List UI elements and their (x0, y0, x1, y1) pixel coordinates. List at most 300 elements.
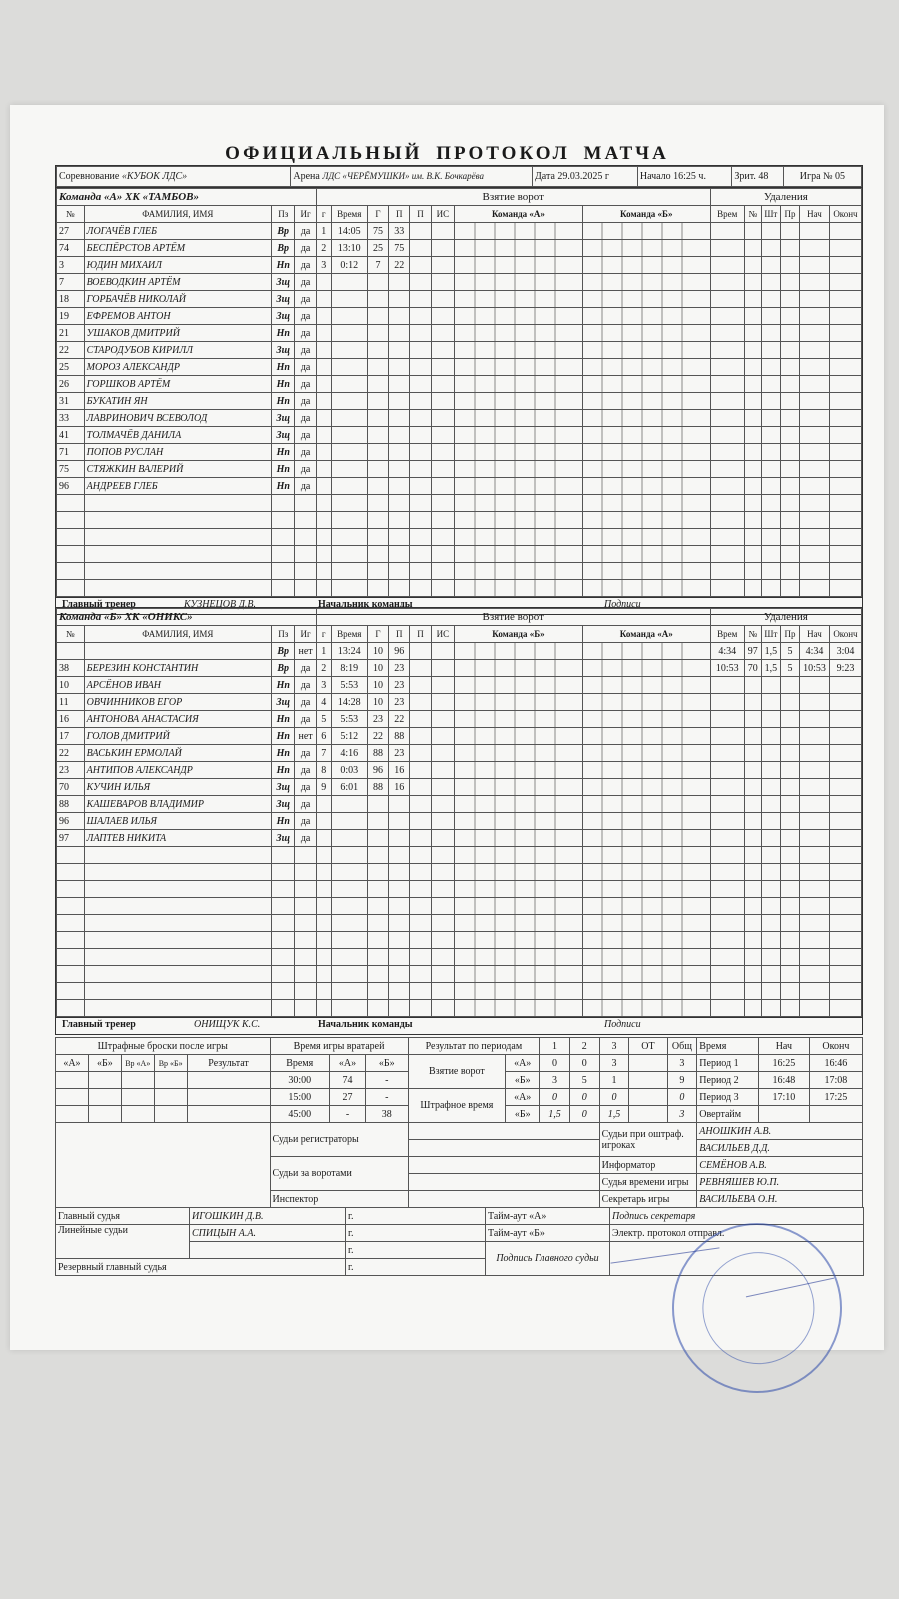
table-row (57, 660, 862, 677)
period-pim: 0 (569, 1106, 599, 1123)
city: г. (346, 1259, 486, 1276)
gk-b: 38 (366, 1106, 409, 1123)
period-end: 17:08 (809, 1072, 862, 1089)
penalty-minutes: 1,5 (761, 643, 780, 660)
goal-number: 7 (316, 745, 331, 762)
column-header: № (744, 626, 761, 643)
period-col: 3 (599, 1038, 629, 1055)
column-header: П (410, 626, 431, 643)
goal-time: 5:12 (331, 728, 367, 745)
period-pim: 1,5 (599, 1106, 629, 1123)
secretary-signature: Подпись секретаря (610, 1208, 864, 1225)
player-number (57, 643, 85, 660)
player-played: да (295, 393, 316, 410)
table-row (57, 932, 862, 949)
period-start (758, 1106, 809, 1123)
period-end: 17:25 (809, 1089, 862, 1106)
player-name: СТАРОДУБОВ КИРИЛЛ (84, 342, 271, 359)
gk-b: - (366, 1089, 409, 1106)
table-row (57, 711, 862, 728)
player-name: ВАСЬКИН ЕРМОЛАЙ (84, 745, 271, 762)
gk-b: - (366, 1072, 409, 1089)
city: г. (346, 1208, 486, 1225)
period-end: 16:46 (809, 1055, 862, 1072)
player-name: ЛАПТЕВ НИКИТА (84, 830, 271, 847)
penalty-player: 70 (744, 660, 761, 677)
column-header: Врем (710, 626, 744, 643)
chief-referee-label: Главный судья (56, 1208, 190, 1225)
start-time: Начало 16:25 ч. (637, 167, 732, 187)
period-goal: 0 (540, 1055, 570, 1072)
table-row (57, 529, 862, 546)
table-row (57, 898, 862, 915)
player-number: 70 (57, 779, 85, 796)
player-name: ТОЛМАЧЁВ ДАНИЛА (84, 427, 271, 444)
table-row (57, 643, 862, 660)
period-pim (629, 1089, 667, 1106)
player-number: 25 (57, 359, 85, 376)
goal-number: 4 (316, 694, 331, 711)
goal-number: 8 (316, 762, 331, 779)
table-row (57, 563, 862, 580)
period-col: 2 (569, 1038, 599, 1055)
column-header: Иг (295, 626, 316, 643)
secretary-label: Секретарь игры (599, 1191, 697, 1208)
protocol-sheet (10, 105, 884, 1350)
player-position: Зщ (272, 342, 295, 359)
player-number: 7 (57, 274, 85, 291)
team-b-coach-row (56, 1017, 862, 1034)
goal-scorer: 10 (367, 694, 388, 711)
goal-scorer: 88 (367, 745, 388, 762)
goal-assist: 88 (389, 728, 410, 745)
time-col: Нач (758, 1038, 809, 1055)
match-info (55, 165, 863, 188)
goal-number: 1 (316, 643, 331, 660)
table-row (57, 762, 862, 779)
table-row (57, 291, 862, 308)
goal-time: 13:24 (331, 643, 367, 660)
player-position: Нп (272, 325, 295, 342)
time-col: Оконч (809, 1038, 862, 1055)
table-row (57, 983, 862, 1000)
player-name: СТЯЖКИН ВАЛЕРИЙ (84, 461, 271, 478)
informer-label: Информатор (599, 1157, 697, 1174)
goal-number: 2 (316, 660, 331, 677)
goal-scorer: 22 (367, 728, 388, 745)
column-header: Команда «А» (582, 626, 710, 643)
penalty-time: 10:53 (710, 660, 744, 677)
penalty-judge-1: АНОШКИН А.В. (697, 1123, 863, 1140)
penalty-player: 97 (744, 643, 761, 660)
goal-time: 0:03 (331, 762, 367, 779)
goal-assist: 23 (389, 745, 410, 762)
player-number: 38 (57, 660, 85, 677)
player-number: 71 (57, 444, 85, 461)
period-goal: 3 (599, 1055, 629, 1072)
goal-scorer: 75 (367, 223, 388, 240)
column-header: Пз (272, 206, 295, 223)
gk-col: «Б» (366, 1055, 409, 1072)
shootout-col: Вр «А» (121, 1055, 154, 1072)
table-row (57, 864, 862, 881)
player-played: да (295, 677, 316, 694)
player-number: 97 (57, 830, 85, 847)
player-position: Нп (272, 762, 295, 779)
goal-number: 6 (316, 728, 331, 745)
table-row (57, 342, 862, 359)
table-row (57, 461, 862, 478)
player-played: да (295, 762, 316, 779)
penalty-end: 3:04 (829, 643, 861, 660)
goal-scorer: 10 (367, 660, 388, 677)
player-number: 33 (57, 410, 85, 427)
player-played: да (295, 223, 316, 240)
player-played: да (295, 427, 316, 444)
goal-assist: 22 (389, 257, 410, 274)
player-position: Нп (272, 813, 295, 830)
table-row (57, 580, 862, 597)
penalty-reason: 5 (780, 643, 799, 660)
goal-scorer: 10 (367, 677, 388, 694)
column-header: Пр (780, 626, 799, 643)
player-number: 16 (57, 711, 85, 728)
gk-a: - (329, 1106, 365, 1123)
player-name: ВОЕВОДКИН АРТЁМ (84, 274, 271, 291)
player-number: 10 (57, 677, 85, 694)
total-pim: 0 (667, 1089, 697, 1106)
player-position: Зщ (272, 410, 295, 427)
gk-col: «А» (329, 1055, 365, 1072)
period-pim (629, 1106, 667, 1123)
period-end (809, 1106, 862, 1123)
penalty-judges-label: Судьи при оштраф. игроках (599, 1123, 697, 1157)
table-row (57, 881, 862, 898)
city: г. (346, 1225, 486, 1242)
goal-scorer: 7 (367, 257, 388, 274)
electronic-protocol: Электр. протокол отправл. (610, 1225, 864, 1242)
column-header: г (316, 206, 331, 223)
goals-row-label: Взятие ворот (408, 1055, 506, 1089)
team-b-table (56, 608, 862, 1017)
table-row (57, 745, 862, 762)
column-header: Шт (761, 206, 780, 223)
period-pim: 0 (569, 1089, 599, 1106)
player-played: нет (295, 643, 316, 660)
player-name (84, 643, 271, 660)
table-row (57, 376, 862, 393)
player-played: да (295, 796, 316, 813)
table-row (57, 325, 862, 342)
period-goal: 0 (569, 1055, 599, 1072)
player-number: 22 (57, 342, 85, 359)
penalty-judge-2: ВАСИЛЬЕВ Д.Д. (697, 1140, 863, 1157)
period-result-label: Результат по периодам (408, 1038, 540, 1055)
player-position: Нп (272, 376, 295, 393)
player-name: ШАЛАЕВ ИЛЬЯ (84, 813, 271, 830)
column-header: № (57, 206, 85, 223)
gk-a: 74 (329, 1072, 365, 1089)
table-row (57, 495, 862, 512)
player-played: да (295, 711, 316, 728)
chief-signature: Подпись Главного судьи (486, 1242, 610, 1276)
goal-number: 1 (316, 223, 331, 240)
player-name: КУЧИН ИЛЬЯ (84, 779, 271, 796)
registrars-label: Судьи регистраторы (270, 1123, 408, 1157)
player-played: да (295, 359, 316, 376)
goal-time: 5:53 (331, 677, 367, 694)
goal-time: 13:10 (331, 240, 367, 257)
player-number: 26 (57, 376, 85, 393)
table-row (57, 444, 862, 461)
goal-assist: 22 (389, 711, 410, 728)
period-start: 16:48 (758, 1072, 809, 1089)
player-position: Вр (272, 643, 295, 660)
column-header: г (316, 626, 331, 643)
city: г. (346, 1242, 486, 1259)
goal-time: 6:01 (331, 779, 367, 796)
player-played: нет (295, 728, 316, 745)
table-row (57, 308, 862, 325)
player-name: КАШЕВАРОВ ВЛАДИМИР (84, 796, 271, 813)
player-name: ГОРШКОВ АРТЁМ (84, 376, 271, 393)
player-number: 11 (57, 694, 85, 711)
time-col: Время (697, 1038, 759, 1055)
team-b-section (55, 607, 863, 1035)
table-row (57, 779, 862, 796)
penalty-minutes: 1,5 (761, 660, 780, 677)
period-goal: 3 (540, 1072, 570, 1089)
player-name: АНТИПОВ АЛЕКСАНДР (84, 762, 271, 779)
period-pim: 1,5 (540, 1106, 570, 1123)
goal-number: 3 (316, 677, 331, 694)
team-a-section (55, 187, 863, 615)
player-number: 75 (57, 461, 85, 478)
column-header: ФАМИЛИЯ, ИМЯ (84, 206, 271, 223)
table-row (57, 677, 862, 694)
column-header: Команда «А» (455, 206, 583, 223)
team-a-table (56, 188, 862, 597)
shootout-label: Штрафные броски после игры (56, 1038, 271, 1055)
player-number: 74 (57, 240, 85, 257)
player-name: БЕСПЁРСТОВ АРТЁМ (84, 240, 271, 257)
column-header: Пз (272, 626, 295, 643)
column-header: Время (331, 626, 367, 643)
summary-table (55, 1037, 863, 1208)
player-position: Зщ (272, 830, 295, 847)
penalty-end: 9:23 (829, 660, 861, 677)
player-played: да (295, 660, 316, 677)
table-row (57, 223, 862, 240)
player-position: Нп (272, 478, 295, 495)
player-position: Нп (272, 257, 295, 274)
player-number: 18 (57, 291, 85, 308)
player-number: 17 (57, 728, 85, 745)
table-row (57, 830, 862, 847)
table-row (57, 410, 862, 427)
table-row (57, 427, 862, 444)
goal-assist: 16 (389, 779, 410, 796)
player-name: АРСЁНОВ ИВАН (84, 677, 271, 694)
goal-assist: 75 (389, 240, 410, 257)
player-number: 96 (57, 813, 85, 830)
player-number: 31 (57, 393, 85, 410)
gk-a: 27 (329, 1089, 365, 1106)
player-position: Зщ (272, 427, 295, 444)
player-name: УШАКОВ ДМИТРИЙ (84, 325, 271, 342)
match-date: Дата 29.03.2025 г (532, 167, 637, 187)
player-position: Зщ (272, 274, 295, 291)
goal-scorer: 23 (367, 711, 388, 728)
player-played: да (295, 444, 316, 461)
goal-scorer: 25 (367, 240, 388, 257)
table-row (57, 966, 862, 983)
chief-referee: ИГОШКИН Д.В. (190, 1208, 346, 1225)
shootout-col: Вр «Б» (154, 1055, 187, 1072)
goal-time: 14:05 (331, 223, 367, 240)
period-start: 16:25 (758, 1055, 809, 1072)
signatures-label: Подписи (604, 599, 641, 610)
period-col: ОТ (629, 1038, 667, 1055)
shootout-col: Результат (187, 1055, 270, 1072)
gk-time-label: Время игры вратарей (270, 1038, 408, 1055)
column-header: Оконч (829, 206, 861, 223)
informer: СЕМЁНОВ А.В. (697, 1157, 863, 1174)
gk-time: 15:00 (270, 1089, 329, 1106)
column-header: ИС (431, 626, 454, 643)
signatures-label: Подписи (604, 1019, 641, 1030)
gk-time: 30:00 (270, 1072, 329, 1089)
reserve-referee-label: Резервный главный судья (56, 1259, 346, 1276)
player-played: да (295, 342, 316, 359)
player-position: Нп (272, 728, 295, 745)
goal-time: 8:19 (331, 660, 367, 677)
team-label: «Б» (506, 1106, 540, 1123)
table-row (57, 915, 862, 932)
goal-time: 0:12 (331, 257, 367, 274)
player-played: да (295, 274, 316, 291)
player-name: БЕРЕЗИН КОНСТАНТИН (84, 660, 271, 677)
goal-number: 2 (316, 240, 331, 257)
player-name: ЛАВРИНОВИЧ ВСЕВОЛОД (84, 410, 271, 427)
table-row (57, 359, 862, 376)
period-goal (629, 1072, 667, 1089)
player-position: Зщ (272, 291, 295, 308)
player-number: 88 (57, 796, 85, 813)
gk-time: 45:00 (270, 1106, 329, 1123)
goal-number: 5 (316, 711, 331, 728)
table-row (57, 512, 862, 529)
table-row (57, 546, 862, 563)
goal-scorer: 88 (367, 779, 388, 796)
goals-section-label: Взятие ворот (316, 609, 710, 626)
table-row (57, 796, 862, 813)
competition: Соревнование «КУБОК ЛДС» (57, 167, 291, 187)
period-name: Овертайм (697, 1106, 759, 1123)
player-position: Зщ (272, 796, 295, 813)
player-name: ОВЧИННИКОВ ЕГОР (84, 694, 271, 711)
penalty-start: 10:53 (800, 660, 830, 677)
column-header: Г (367, 626, 388, 643)
player-name: ЮДИН МИХАИЛ (84, 257, 271, 274)
player-position: Нп (272, 444, 295, 461)
team-a-head-coach: КУЗНЕЦОВ Д.В. (184, 599, 257, 610)
player-position: Вр (272, 660, 295, 677)
goal-time: 5:53 (331, 711, 367, 728)
player-number: 22 (57, 745, 85, 762)
team-header: Команда «Б» ХК «ОНИКС» (57, 609, 317, 626)
player-name: БУКАТИН ЯН (84, 393, 271, 410)
table-row (57, 949, 862, 966)
team-chief-label: Начальник команды (318, 599, 413, 610)
player-played: да (295, 240, 316, 257)
timekeeper: РЕВНЯШЕВ Ю.П. (697, 1174, 863, 1191)
player-name: АНДРЕЕВ ГЛЕБ (84, 478, 271, 495)
linesmen-label: Линейные судьи (56, 1225, 190, 1259)
table-row (57, 813, 862, 830)
player-position: Нп (272, 677, 295, 694)
player-name: ЛОГАЧЁВ ГЛЕБ (84, 223, 271, 240)
penalty-reason: 5 (780, 660, 799, 677)
player-number: 21 (57, 325, 85, 342)
timeout-b: Тайм-аут «Б» (486, 1225, 610, 1242)
total-goal: 3 (667, 1055, 697, 1072)
column-header: П (410, 206, 431, 223)
column-header: Шт (761, 626, 780, 643)
player-played: да (295, 325, 316, 342)
player-played: да (295, 478, 316, 495)
player-played: да (295, 694, 316, 711)
player-name: МОРОЗ АЛЕКСАНДР (84, 359, 271, 376)
player-played: да (295, 745, 316, 762)
team-header: Команда «А» ХК «ТАМБОВ» (57, 189, 317, 206)
shootout-col: «А» (56, 1055, 89, 1072)
goal-number: 3 (316, 257, 331, 274)
period-goal: 1 (599, 1072, 629, 1089)
game-number: Игра № 05 (783, 167, 861, 187)
period-name: Период 2 (697, 1072, 759, 1089)
column-header: Нач (800, 626, 830, 643)
column-header: Иг (295, 206, 316, 223)
column-header: П (389, 206, 410, 223)
player-name: ПОПОВ РУСЛАН (84, 444, 271, 461)
goal-scorer: 10 (367, 643, 388, 660)
period-start: 17:10 (758, 1089, 809, 1106)
penalties-section-label: Удаления (710, 189, 861, 206)
player-number: 23 (57, 762, 85, 779)
player-played: да (295, 291, 316, 308)
penalty-time: 4:34 (710, 643, 744, 660)
total-goal: 9 (667, 1072, 697, 1089)
timeout-a: Тайм-аут «А» (486, 1208, 610, 1225)
goal-scorer: 96 (367, 762, 388, 779)
gk-col: Время (270, 1055, 329, 1072)
column-header: Врем (710, 206, 744, 223)
player-position: Нп (272, 461, 295, 478)
column-header: П (389, 626, 410, 643)
player-position: Нп (272, 359, 295, 376)
player-played: да (295, 376, 316, 393)
player-name: АНТОНОВА АНАСТАСИЯ (84, 711, 271, 728)
goal-time: 4:16 (331, 745, 367, 762)
period-pim: 0 (599, 1089, 629, 1106)
team-chief-label: Начальник команды (318, 1019, 413, 1030)
player-played: да (295, 308, 316, 325)
team-label: «А» (506, 1089, 540, 1106)
player-name: ГОРБАЧЁВ НИКОЛАЙ (84, 291, 271, 308)
secretary: ВАСИЛЬЕВА О.Н. (697, 1191, 863, 1208)
period-col: Общ (667, 1038, 697, 1055)
